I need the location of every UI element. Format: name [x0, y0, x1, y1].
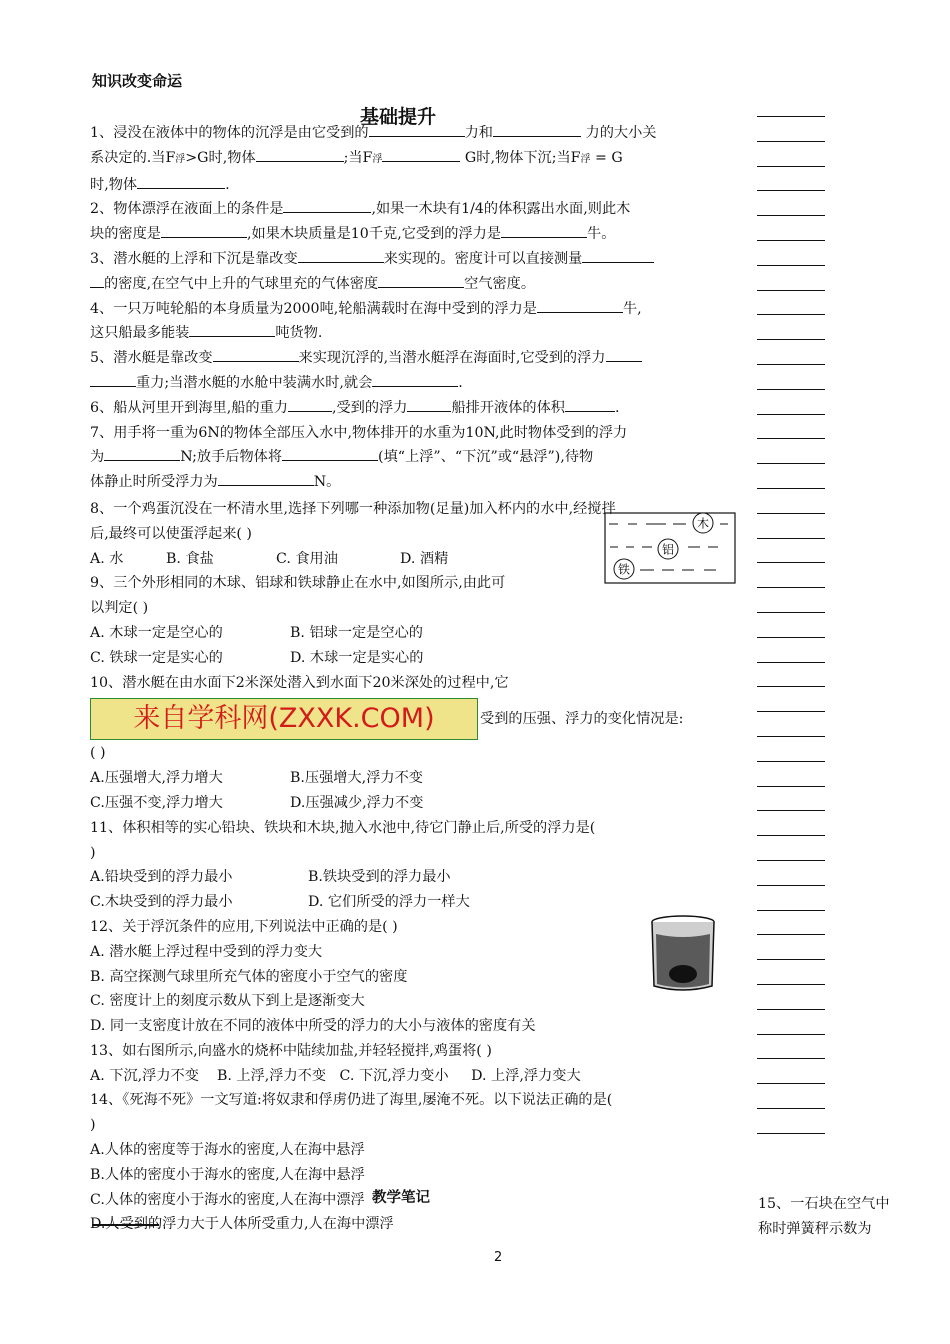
- q8-option-a: A. 水: [90, 550, 124, 567]
- egg: [669, 965, 697, 983]
- note-line: [757, 835, 825, 836]
- note-line: [757, 314, 825, 315]
- q8-option-d: D. 酒精: [400, 550, 449, 567]
- q12-option-c: C. 密度计上的刻度示数从下到上是逐渐变大: [90, 993, 365, 1010]
- q15-line1: 15、一石块在空气中: [758, 1196, 890, 1212]
- q11-line2: ): [90, 844, 96, 861]
- q10-options-row1: [90, 766, 730, 791]
- note-line: [757, 562, 825, 563]
- q10-option-a: A.压强增大,浮力增大: [90, 770, 223, 787]
- q9-option-a: A. 木球一定是空心的: [90, 624, 223, 641]
- note-line: [757, 860, 825, 861]
- q10-options-row2: [90, 791, 730, 816]
- q14-line1: 14、《死海不死》一文写道:将奴隶和俘虏仍进了海里,屡淹不死。以下说法正确的是(: [90, 1092, 613, 1109]
- q3-line1: 3、潜水艇的上浮和下沉是靠改变 来实现的。密度计可以直接测量: [90, 247, 730, 272]
- note-line: [757, 414, 825, 415]
- note-line: [757, 240, 825, 241]
- note-line: [757, 1034, 825, 1035]
- note-line: [757, 538, 825, 539]
- q10-line3: ( ): [90, 745, 106, 762]
- note-line: [757, 438, 825, 439]
- q2-line1: 2、物体漂浮在液面上的条件是 ,如果一木块有1/4的体积露出水面,则此木: [90, 197, 730, 222]
- q11-option-c: C.木块受到的浮力最小: [90, 894, 233, 911]
- q11-option-a: A.铅块受到的浮力最小: [90, 869, 233, 886]
- q9-line2: 以判定( ): [90, 600, 149, 617]
- q11-line1: 11、体积相等的实心铅块、铁块和木块,抛入水池中,待它门静止后,所受的浮力是(: [90, 819, 596, 836]
- q15-side-text: [758, 1192, 918, 1242]
- q12-option-d: D. 同一支密度计放在不同的液体中所受的浮力的大小与液体的密度有关: [90, 1018, 536, 1035]
- blank: [378, 273, 464, 288]
- q12-line1: 12、关于浮沉条件的应用,下列说法中正确的是( ): [90, 918, 398, 935]
- blank: [288, 397, 332, 412]
- note-line: [757, 1108, 825, 1109]
- q9-option-d: D. 木球一定是实心的: [290, 649, 424, 666]
- wood-ball-label: 木: [696, 516, 710, 531]
- q11-option-b: B.铁块受到的浮力最小: [308, 869, 451, 886]
- q10-option-c: C.压强不变,浮力增大: [90, 794, 223, 811]
- q9-option-b: B. 铝球一定是空心的: [290, 624, 423, 641]
- blank: [213, 347, 299, 362]
- note-line: [757, 1133, 825, 1134]
- q10-line2: 来自学科网(ZXXK.COM) 受到的压强、浮力的变化情况是:: [90, 697, 730, 741]
- q1-line2: 系决定的.当F浮>G时,物体 ;当F浮 G时,物体下沉;当F浮 = G: [90, 146, 730, 173]
- blank: [501, 223, 587, 238]
- note-line: [757, 885, 825, 886]
- blank: [369, 122, 465, 137]
- teaching-notes-label: 教学笔记: [372, 1189, 430, 1206]
- note-line: [757, 959, 825, 960]
- note-line: [757, 290, 825, 291]
- note-line: [757, 513, 825, 514]
- note-line: [757, 141, 825, 142]
- q8-option-c: C. 食用油: [276, 550, 338, 567]
- note-line: [757, 364, 825, 365]
- blank: [104, 446, 180, 461]
- q9-options-row2: [90, 646, 730, 671]
- q7-line1: 7、用手将一重为6N的物体全部压入水中,物体排开的水重为10N,此时物体受到的浮力: [90, 424, 628, 441]
- blank: [606, 347, 642, 362]
- q8-line2: 后,最终可以使蛋浮起来( ): [90, 525, 252, 542]
- note-line: [757, 488, 825, 489]
- q14-line2: ): [90, 1117, 96, 1134]
- blank: [161, 223, 247, 238]
- section-title: 基础提升: [360, 106, 437, 128]
- note-line: [757, 761, 825, 762]
- blank: [90, 273, 104, 288]
- q13-options: A. 下沉,浮力不变 B. 上浮,浮力不变 C. 下沉,浮力变小 D. 上浮,浮力变大: [90, 1067, 581, 1084]
- q15-line2: 称时弹簧秤示数为: [758, 1221, 872, 1237]
- blank: [407, 397, 451, 412]
- note-line: [757, 116, 825, 117]
- note-line: [757, 1058, 825, 1059]
- q1-line1: 1、浸没在液体中的物体的沉浮是由它受到的 力和 力的大小关: [90, 121, 730, 146]
- q9-option-c: C. 铁球一定是实心的: [90, 649, 223, 666]
- q3-line2: 的密度,在空气中上升的气球里充的气体密度 空气密度。: [90, 272, 730, 297]
- note-line: [757, 637, 825, 638]
- q14-option-a: A.人体的密度等于海水的密度,人在海中悬浮: [90, 1142, 365, 1159]
- q5-line1: 5、潜水艇是靠改变 来实现沉浮的,当潜水艇浮在海面时,它受到的浮力: [90, 346, 730, 371]
- q6-line: 6、船从河里开到海里,船的重力 ,受到的浮力 船排开液体的体积 .: [90, 396, 730, 421]
- note-line: [757, 265, 825, 266]
- q7-line3: 体静止时所受浮力为 N。: [90, 470, 730, 495]
- q4-line2: 这只船最多能装 吨货物.: [90, 321, 730, 346]
- q10-option-b: B.压强增大,浮力不变: [290, 770, 423, 787]
- note-line: [757, 686, 825, 687]
- blank: [218, 471, 314, 486]
- q2-line2: 块的密度是 ,如果木块质量是10千克,它受到的浮力是 牛。: [90, 222, 730, 247]
- q14-option-b: B.人体的密度小于海水的密度,人在海中悬浮: [90, 1166, 365, 1183]
- iron-ball-label: 铁: [617, 562, 631, 577]
- blank: [189, 322, 275, 337]
- questions-area: [90, 121, 730, 1237]
- q8-option-b: B. 食盐: [166, 550, 214, 567]
- notes-column: [757, 0, 837, 1180]
- note-line: [757, 662, 825, 663]
- blank: [283, 198, 371, 213]
- blank: [493, 122, 581, 137]
- watermark-banner: 来自学科网(ZXXK.COM): [90, 698, 478, 740]
- bottom-rule: [92, 1224, 159, 1226]
- q13-line1: 13、如右图所示,向盛水的烧杯中陆续加盐,并轻轻搅拌,鸡蛋将( ): [90, 1042, 492, 1059]
- aluminum-ball-label: 铝: [661, 542, 675, 557]
- blank: [382, 147, 460, 162]
- note-line: [757, 190, 825, 191]
- note-line: [757, 166, 825, 167]
- note-line: [757, 736, 825, 737]
- blank: [537, 298, 623, 313]
- q11-option-d: D. 它们所受的浮力一样大: [308, 894, 470, 911]
- note-line: [757, 1009, 825, 1010]
- note-line: [757, 215, 825, 216]
- q7-line2: 为 N;放手后物体将 (填“上浮”、“下沉”或“悬浮”),待物: [90, 445, 730, 470]
- blank: [282, 446, 378, 461]
- q4-line1: 4、一只万吨轮船的本身质量为2000吨,轮船满载时在海中受到的浮力是 牛,: [90, 297, 730, 322]
- note-line: [757, 934, 825, 935]
- note-line: [757, 587, 825, 588]
- note-line: [757, 810, 825, 811]
- note-line: [757, 339, 825, 340]
- q12-option-a: A. 潜水艇上浮过程中受到的浮力变大: [90, 943, 323, 960]
- header-motto: 知识改变命运: [92, 72, 183, 90]
- q11-options-row2: [90, 890, 730, 915]
- q5-line2: 重力;当潜水艇的水舱中装满水时,就会 .: [90, 371, 730, 396]
- blank: [372, 372, 458, 387]
- page-number: 2: [494, 1250, 503, 1265]
- note-line: [757, 463, 825, 464]
- blank: [298, 248, 384, 263]
- q11-options-row1: [90, 865, 730, 890]
- blank: [582, 248, 654, 263]
- blank: [256, 147, 344, 162]
- q9-options-row1: [90, 621, 730, 646]
- note-line: [757, 910, 825, 911]
- blank: [137, 174, 225, 189]
- note-line: [757, 711, 825, 712]
- q14-option-d: D.人受到的浮力大于人体所受重力,人在海中漂浮: [90, 1216, 394, 1233]
- q13-beaker-figure: [648, 914, 718, 994]
- note-line: [757, 1083, 825, 1084]
- q8-line1: 8、一个鸡蛋沉没在一杯清水里,选择下列哪一种添加物(足量)加入杯内的水中,经搅拌: [90, 500, 616, 517]
- q10-line1: 10、潜水艇在由水面下2米深处潜入到水面下20米深处的过程中,它: [90, 674, 509, 691]
- note-line: [757, 389, 825, 390]
- note-line: [757, 786, 825, 787]
- q1-line3: 时,物体 .: [90, 173, 730, 198]
- note-line: [757, 984, 825, 985]
- q14-option-c: C.人体的密度小于海水的密度,人在海中漂浮: [90, 1191, 365, 1208]
- blank: [90, 372, 136, 387]
- note-line: [757, 612, 825, 613]
- q9-balls-figure: [604, 512, 736, 584]
- q12-option-b: B. 高空探测气球里所充气体的密度小于空气的密度: [90, 968, 408, 985]
- blank: [565, 397, 615, 412]
- q10-option-d: D.压强减少,浮力不变: [290, 794, 424, 811]
- q9-line1: 9、三个外形相同的木球、铝球和铁球静止在水中,如图所示,由此可: [90, 575, 506, 592]
